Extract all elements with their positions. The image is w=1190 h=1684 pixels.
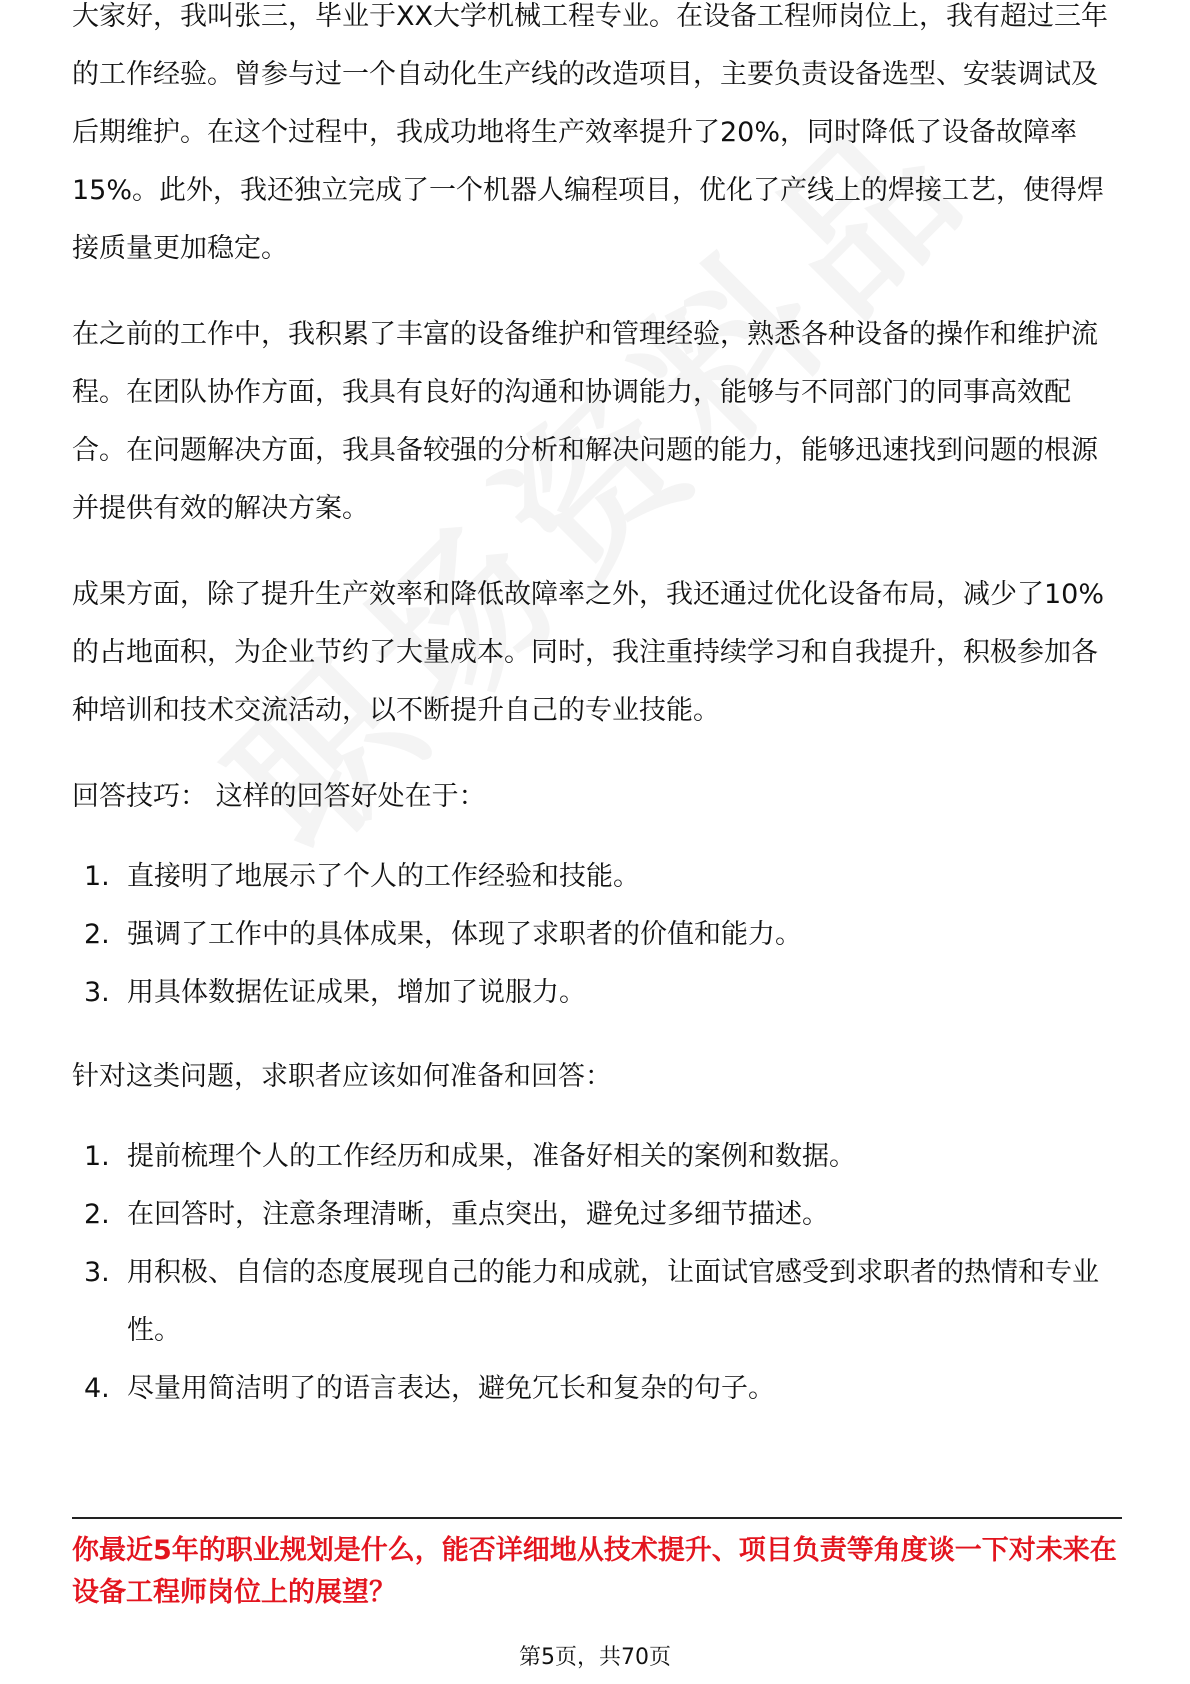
list-text: 强调了工作中的具体成果，体现了求职者的价值和能力。 — [127, 919, 802, 950]
paragraph-experience: 在之前的工作中，我积累了丰富的设备维护和管理经验，熟悉各种设备的操作和维护流程。在团队协作方面，我具有良好的沟通和协调能力，能够与不同部门的同事高效配合。在问题解决方面，我具备较强的分析和解决问题的能力，能够迅速找到问题的根源并提供有效的解决方案。 — [72, 319, 1098, 524]
next-question-heading: 你最近5年的职业规划是什么，能否详细地从技术提升、项目负责等角度谈一下对未来在设备工程师岗位上的展望？ — [72, 1535, 1117, 1608]
prep-list — [72, 1128, 1122, 1418]
list-item — [72, 964, 1122, 1022]
list-number: 3. — [84, 977, 110, 1008]
list-item — [72, 1186, 1122, 1244]
list-text: 在回答时，注意条理清晰，重点突出，避免过多细节描述。 — [127, 1199, 829, 1230]
tips-label: 回答技巧： 这样的回答好处在于： — [72, 781, 486, 812]
list-item — [72, 848, 1122, 906]
paragraph-intro: 大家好，我叫张三，毕业于XX大学机械工程专业。在设备工程师岗位上，我有超过三年的工作经验。曾参与过一个自动化生产线的改造项目，主要负责设备选型、安装调试及后期维护。在这个过程中，我成功地将生产效率提升了20%，同时降低了设备故障率15%。此外，我还独立完成了一个机器人编程项目，优化了产线上的焊接工艺，使得焊接质量更加稳定。 — [72, 1, 1108, 264]
list-item — [72, 1244, 1122, 1360]
list-item — [72, 1128, 1122, 1186]
list-text: 尽量用简洁明了的语言表达，避免冗长和复杂的句子。 — [127, 1373, 775, 1404]
list-text: 用具体数据佐证成果，增加了说服力。 — [127, 977, 586, 1008]
list-number: 1. — [84, 861, 110, 892]
list-number: 2. — [84, 1199, 110, 1230]
paragraph-results: 成果方面，除了提升生产效率和降低故障率之外，我还通过优化设备布局，减少了10%的占地面积，为企业节约了大量成本。同时，我注重持续学习和自我提升，积极参加各种培训和技术交流活动，以不断提升自己的专业技能。 — [72, 579, 1105, 726]
list-item — [72, 1360, 1122, 1418]
list-item — [72, 906, 1122, 964]
list-number: 2. — [84, 919, 110, 950]
list-text: 提前梳理个人的工作经历和成果，准备好相关的案例和数据。 — [127, 1141, 856, 1172]
section-divider — [72, 1517, 1122, 1519]
prep-label: 针对这类问题，求职者应该如何准备和回答： — [72, 1061, 612, 1092]
page-number: 第5页，共70页 — [519, 1645, 671, 1670]
list-number: 1. — [84, 1141, 110, 1172]
tips-list — [72, 848, 1122, 1022]
list-text: 用积极、自信的态度展现自己的能力和成就，让面试官感受到求职者的热情和专业性。 — [127, 1257, 1099, 1346]
list-number: 4. — [84, 1373, 110, 1404]
main-content — [72, 1, 1122, 1444]
list-text: 直接明了地展示了个人的工作经验和技能。 — [127, 861, 640, 892]
list-number: 3. — [84, 1257, 110, 1288]
